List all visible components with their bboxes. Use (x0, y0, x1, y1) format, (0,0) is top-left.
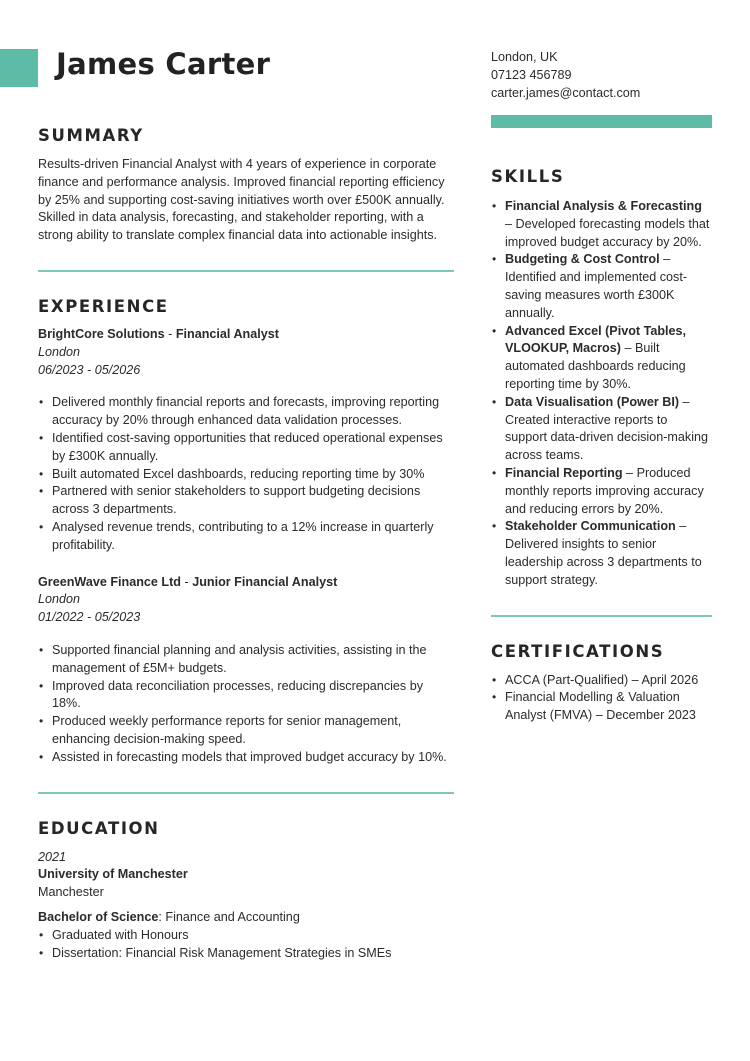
contact-info (491, 48, 640, 102)
job-entry (38, 326, 454, 555)
skill-item (491, 518, 712, 589)
skill-item (491, 394, 712, 465)
header-accent-block (0, 49, 38, 87)
job-bullet: • Partnered with senior stakeholders to support budgeting decisions across 3 departments. (38, 483, 454, 519)
education-year: 2021 (38, 849, 67, 864)
job-title-line (38, 326, 454, 344)
skill-desc: – Developed forecasting models that improved budget accuracy by 20%. (505, 216, 710, 249)
skill-desc: – Built automated dashboards reducing reporting time by 30%. (505, 341, 686, 391)
summary-text: Results-driven Financial Analyst with 4 years of experience in corporate finance and performance analysis. Improved financial reporting efficiency by 25% and supporting cost-saving initiatives worth over £500K annually. Skilled in data analysis, forecasting, and stakeholder reporting, with a strong ability to translate complex financial data into actionable insights. (38, 157, 445, 243)
job-bullet: • Analysed revenue trends, contributing to a 12% increase in quarterly profitability. (38, 519, 454, 555)
job-bullet: • Produced weekly performance reports for senior management, enhancing decision-making speed. (38, 713, 454, 749)
skill-desc: – Identified and implemented cost-saving measures worth £300K annually. (505, 252, 688, 320)
education-institution: University of Manchester (38, 867, 188, 882)
skills-heading: SKILLS (491, 167, 565, 186)
experience-heading: EXPERIENCE (38, 296, 169, 316)
skill-item (491, 198, 712, 251)
skill-name: Financial Analysis & Forecasting (505, 199, 702, 213)
summary-section (38, 126, 454, 245)
job-bullet: • Assisted in forecasting models that improved budget accuracy by 10%. (38, 749, 454, 767)
section-divider (38, 792, 454, 794)
job-role: Junior Financial Analyst (192, 574, 338, 589)
education-degree (38, 909, 454, 927)
certification-item: • ACCA (Part-Qualified) – April 2026 (491, 672, 712, 690)
job-bullet: • Supported financial planning and analysis activities, assisting in the management of £5M+ budgets. (38, 642, 454, 678)
education-city: Manchester (38, 885, 104, 900)
right-accent-bar (491, 115, 712, 128)
right-column (491, 167, 712, 725)
contact-location: London, UK (491, 50, 558, 64)
skill-name: Advanced Excel (Pivot Tables, VLOOKUP, Macros) (505, 323, 687, 356)
contact-email: carter.james@contact.com (491, 86, 641, 100)
job-location: London (38, 592, 81, 607)
certifications-section (491, 642, 712, 725)
skill-name: Financial Reporting (505, 465, 623, 480)
job-title-line (38, 574, 454, 592)
skills-list (491, 198, 712, 590)
degree-detail: : Finance and Accounting (158, 909, 300, 924)
certifications-heading: CERTIFICATIONS (491, 641, 665, 661)
certification-item: • Financial Modelling & Valuation Analyst (FMVA) – December 2023 (491, 689, 712, 725)
job-company: BrightCore Solutions (38, 326, 165, 341)
education-bullets (38, 927, 454, 963)
left-column (38, 126, 454, 962)
skill-item (491, 465, 712, 518)
education-section (38, 819, 454, 963)
skill-item (491, 323, 712, 394)
job-separator: - (181, 574, 193, 589)
job-separator: - (164, 326, 176, 341)
skill-name: Budgeting & Cost Control (505, 252, 660, 267)
section-divider (38, 270, 454, 272)
experience-section (38, 297, 454, 767)
skill-desc: – Produced monthly reports improving accuracy and reducing errors by 20%. (505, 465, 704, 516)
education-bullet: • Graduated with Honours (38, 927, 454, 945)
summary-heading: SUMMARY (38, 126, 144, 145)
skills-section (491, 167, 712, 590)
job-company: GreenWave Finance Ltd (38, 574, 181, 589)
skill-name: Stakeholder Communication (505, 519, 676, 534)
education-heading: EDUCATION (38, 818, 160, 838)
skill-item (491, 251, 712, 322)
job-bullets (38, 394, 454, 554)
certifications-list (491, 672, 712, 725)
job-bullet: • Identified cost-saving opportunities that reduced operational expenses by £300K annually. (38, 430, 454, 466)
section-divider (491, 615, 712, 617)
contact-phone: 07123 456789 (491, 68, 572, 82)
job-bullets (38, 642, 454, 767)
job-bullet: • Delivered monthly financial reports and forecasts, improving reporting accuracy by 20% through enhanced data validation processes. (38, 394, 454, 430)
skill-name: Data Visualisation (Power BI) (505, 394, 680, 409)
job-bullet: • Built automated Excel dashboards, reducing reporting time by 30% (38, 466, 454, 484)
job-location: London (38, 344, 81, 359)
job-dates: 06/2023 - 05/2026 (38, 362, 141, 377)
degree-label: Bachelor of Science (38, 909, 159, 924)
job-role: Financial Analyst (175, 326, 279, 341)
skill-desc: – Created interactive reports to support data-driven decision-making across teams. (505, 394, 709, 463)
candidate-name: James Carter (56, 47, 271, 81)
skill-desc: – Delivered insights to senior leadership across 3 departments to support strategy. (505, 519, 702, 587)
education-bullet: • Dissertation: Financial Risk Management Strategies in SMEs (38, 945, 454, 963)
job-entry (38, 574, 454, 767)
job-bullet: • Improved data reconciliation processes, reducing discrepancies by 18%. (38, 678, 454, 714)
job-dates: 01/2022 - 05/2023 (38, 610, 141, 625)
